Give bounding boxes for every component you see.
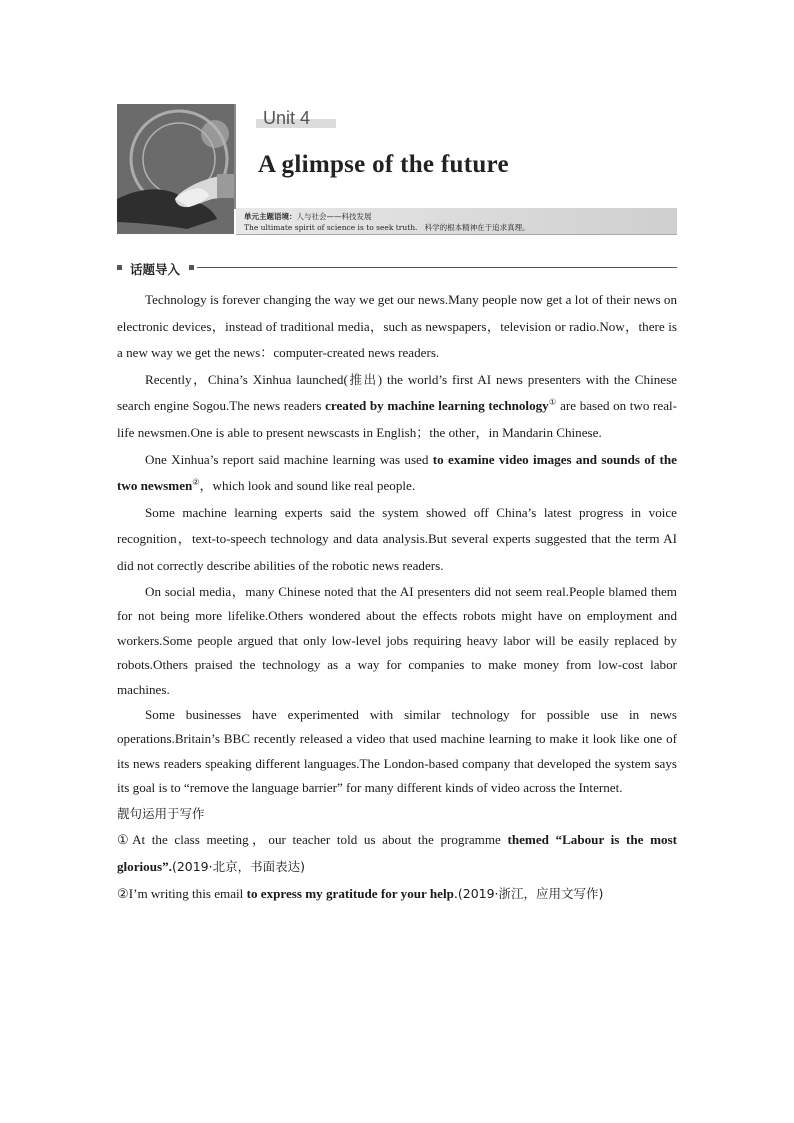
theme-line [244,211,372,222]
highlight-phrase: themed “Labour is the most glorious”. [117,832,677,875]
paragraph-3: One Xinhua’s report said machine learning was used to examine video images and sounds of the two newsmen②，which look and sound like real people. [117,451,677,494]
quote-cn: 科学的根本精神在于追求真理。 [424,223,530,232]
paragraph-1: Technology is forever changing the way we get our news.Many people now get a lot of their news on electronic devices，instead of traditional media，such as newspapers，television or radio.Now，there is a new way we get the news：computer-created news readers. [117,292,677,361]
page-title: A glimpse of the future [258,151,509,178]
handshake-icon [117,104,234,234]
section-heading [117,260,677,276]
paragraph-4: Some machine learning experts said the system showed off China’s latest progress in voice recognition，text-to-speech technology and data analysis.But several experts suggested that the term AI did not correctly describe abilities of the robotic news readers. [117,504,677,573]
handshake-image [117,104,234,234]
paragraph-6: Some businesses have experimented with similar technology for possible use in news operations.Britain’s BBC recently released a video that used machine learning to make it look like one of its news readers speaking different languages.The London-based company that developed the system says its goal is to “remove the language barrier” for many different kinds of video across the Internet. [117,706,677,796]
section-title: 话题导入 [130,262,181,277]
square-bullet-icon [189,265,194,270]
writing-example-2: ②I’m writing this email to express my gratitude for your help.(2019·浙江，应用文写作) [117,885,604,901]
theme-label: 单元主题语境： [244,212,297,221]
highlight-phrase: to examine video images and sounds of the two newsmen [117,451,677,494]
highlight-phrase: to express my gratitude for your help [246,885,454,901]
footnote-marker: ② [192,477,200,487]
footnote-marker: ① [548,398,557,408]
section-rule [197,267,677,268]
theme-quote [244,222,530,233]
header-divider [234,104,236,209]
source-note: (2019·北京，书面表达) [171,859,305,875]
paragraph-5: On social media，many Chinese noted that the AI presenters did not seem real.People blamed them for not being more lifelike.Others wondered about the effects robots might have on employment and workers.Some people argued that only low-level jobs requiring heavy labor will be easily replaced by robots.Others praised the technology as a way for companies to make money from low-cost labor machines. [117,583,677,697]
theme-value: 人与社会——科技发展 [296,212,372,221]
square-bullet-icon [117,265,122,270]
article-body [117,287,677,907]
theme-bar [236,208,677,235]
source-note: .(2019·浙江，应用文写作) [453,885,604,901]
writing-example-1: ①At the class meeting，our teacher told us about the programme themed “Labour is the most glorious”.(2019·北京，书面表达) [117,832,677,875]
paragraph-2: Recently，China’s Xinhua launched(推出) the world’s first AI news presenters with the Chinese search engine Sogou.The news readers created by machine learning technology① are based on two real-life newsmen.One is able to present newscasts in English；the other，in Mandarin Chinese. [117,371,677,440]
writing-heading: 靓句运用于写作 [117,805,205,821]
quote-en: The ultimate spirit of science is to seek truth. [244,223,418,232]
highlight-phrase: created by machine learning technology [325,398,549,414]
unit-label: Unit 4 [256,108,336,128]
